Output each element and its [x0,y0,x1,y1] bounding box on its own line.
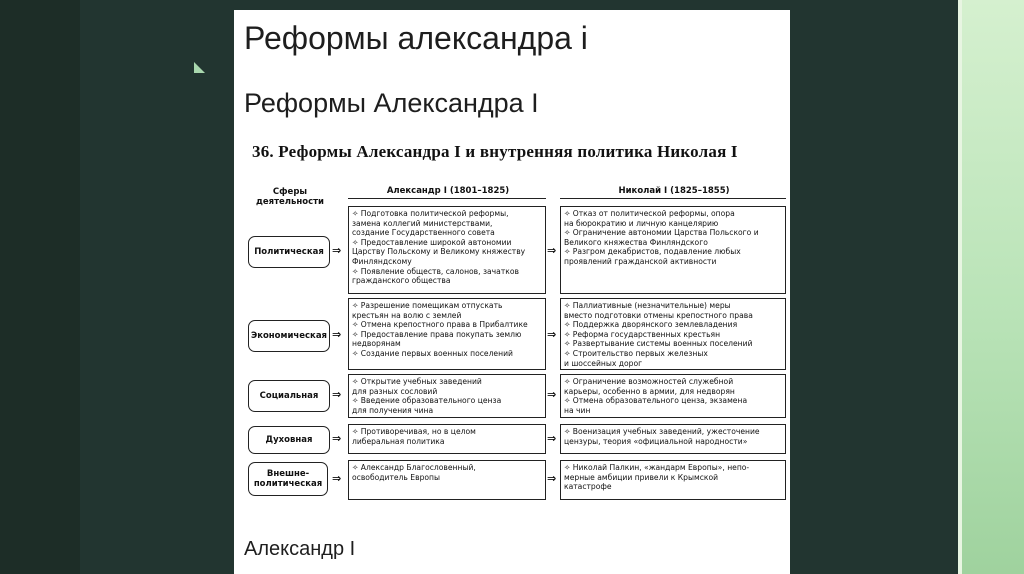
text-line: ✧ Паллиативные (незначительные) меры [564,301,731,310]
text-line: гражданского общества [352,276,451,286]
header-rule-nicholas [560,198,786,199]
text-line: для получения чина [352,405,434,415]
text-line: цензуры, теория «официальной народности» [564,436,748,446]
nicholas-foreign-box [560,460,786,500]
slide-subtitle: Реформы Александра I [244,88,539,118]
text-line: мерные амбиции привели к Крымской [564,472,719,482]
text-line: ✧ Введение образовательного ценза [352,396,502,406]
arrow-right-icon: ⇒ [547,388,557,401]
header-rule-alexander [348,198,546,199]
column-header-nicholas: Николай I (1825–1855) [618,186,730,196]
text-line: ✧ Александр Благословенный, [352,463,476,472]
text-line: недворянам [352,339,401,349]
column-header-category: Сферы деятельности [255,187,324,207]
text-line: проявлений гражданской активности [564,256,717,266]
text-line: ✧ Подготовка политической реформы, [352,209,509,218]
text-line: ✧ Отказ от политической реформы, опора [564,209,735,218]
alexander-foreign-box [348,460,546,500]
text-line: вместо подготовки отмены крепостного права [564,310,753,320]
category-political: Политическая [248,236,330,268]
arrow-right-icon: ⇒ [547,244,557,257]
text-line: крестьян на волю с землей [352,310,462,320]
background-left-panel [0,0,80,574]
background-strip-edge [958,0,962,574]
text-line: катастрофе [564,482,612,492]
scan-heading: 36. Реформы Александра I и внутренняя политика Николая I [252,142,738,161]
text-line: ✧ Предоставление права покупать землю [352,329,522,339]
text-line: замена коллегий министерствами, [352,218,493,228]
slide-title: Реформы александра i [244,20,588,56]
text-line: на бюрократию и личную канцелярию [564,218,719,228]
arrow-right-icon: ⇒ [332,328,342,341]
nicholas-political-box [560,206,786,294]
text-line: ✧ Разрешение помещикам отпускать [352,301,503,310]
text-line: ✧ Военизация учебных заведений, ужесточение [564,427,760,436]
alexander-social-box [348,374,546,418]
category-economic: Экономическая [248,320,330,352]
text-line: ✧ Отмена крепостного права в Прибалтике [352,320,528,330]
category-social: Социальная [248,380,330,412]
text-line: карьеры, особенно в армии, для недворян [564,386,735,396]
background-green-strip [958,0,1024,574]
text-line: ✧ Развертывание системы военных поселений [564,339,753,349]
arrow-right-icon: ⇒ [332,388,342,401]
column-header-alexander: Александр I (1801–1825) [386,186,510,196]
text-line: либеральная политика [352,436,445,446]
text-line: ✧ Реформа государственных крестьян [564,329,721,339]
arrow-right-icon: ⇒ [547,472,557,485]
triangle-bullet-icon [194,62,205,73]
slide-footer-text: Александр I [244,538,356,560]
text-line: для разных сословий [352,386,438,396]
text-line: ✧ Николай Палкин, «жандарм Европы», непо- [564,463,750,472]
text-line: ✧ Предоставление широкой автономии [352,237,512,247]
slide-content [234,10,790,574]
text-line: ✧ Создание первых военных поселений [352,348,513,358]
text-line: на чин [564,405,591,415]
nicholas-social-box [560,374,786,418]
scanned-table-image [234,136,790,516]
arrow-right-icon: ⇒ [332,244,342,257]
arrow-right-icon: ⇒ [547,432,557,445]
nicholas-economic-box [560,298,786,370]
category-spiritual: Духовная [248,426,330,454]
text-line: создание Государственного совета [352,228,495,238]
text-line: ✧ Ограничение возможностей служебной [564,377,734,386]
alexander-political-box [348,206,546,294]
text-line: ✧ Противоречивая, но в целом [352,427,476,436]
text-line: Великого княжества Финляндского [564,237,708,247]
text-line: ✧ Открытие учебных заведений [352,377,482,386]
nicholas-spiritual-box [560,424,786,454]
text-line: ✧ Отмена образовательного ценза, экзамена [564,396,748,406]
text-line: и шоссейных дорог [564,358,643,368]
text-line: Царству Польскому и Великому княжеству [352,247,526,257]
text-line: освободитель Европы [352,472,440,482]
alexander-economic-box [348,298,546,370]
text-line: ✧ Появление обществ, салонов, зачатков [352,266,519,276]
text-line: ✧ Строительство первых железных [564,348,708,358]
text-line: ✧ Поддержка дворянского землевладения [564,320,738,330]
alexander-spiritual-box [348,424,546,454]
text-line: ✧ Разгром декабристов, подавление любых [564,247,741,257]
arrow-right-icon: ⇒ [547,328,557,341]
text-line: Финляндскому [352,256,412,266]
text-line: ✧ Ограничение автономии Царства Польского и [564,228,759,238]
arrow-right-icon: ⇒ [332,432,342,445]
arrow-right-icon: ⇒ [332,472,342,485]
category-foreign-policy: Внешне-политическая [248,462,328,496]
